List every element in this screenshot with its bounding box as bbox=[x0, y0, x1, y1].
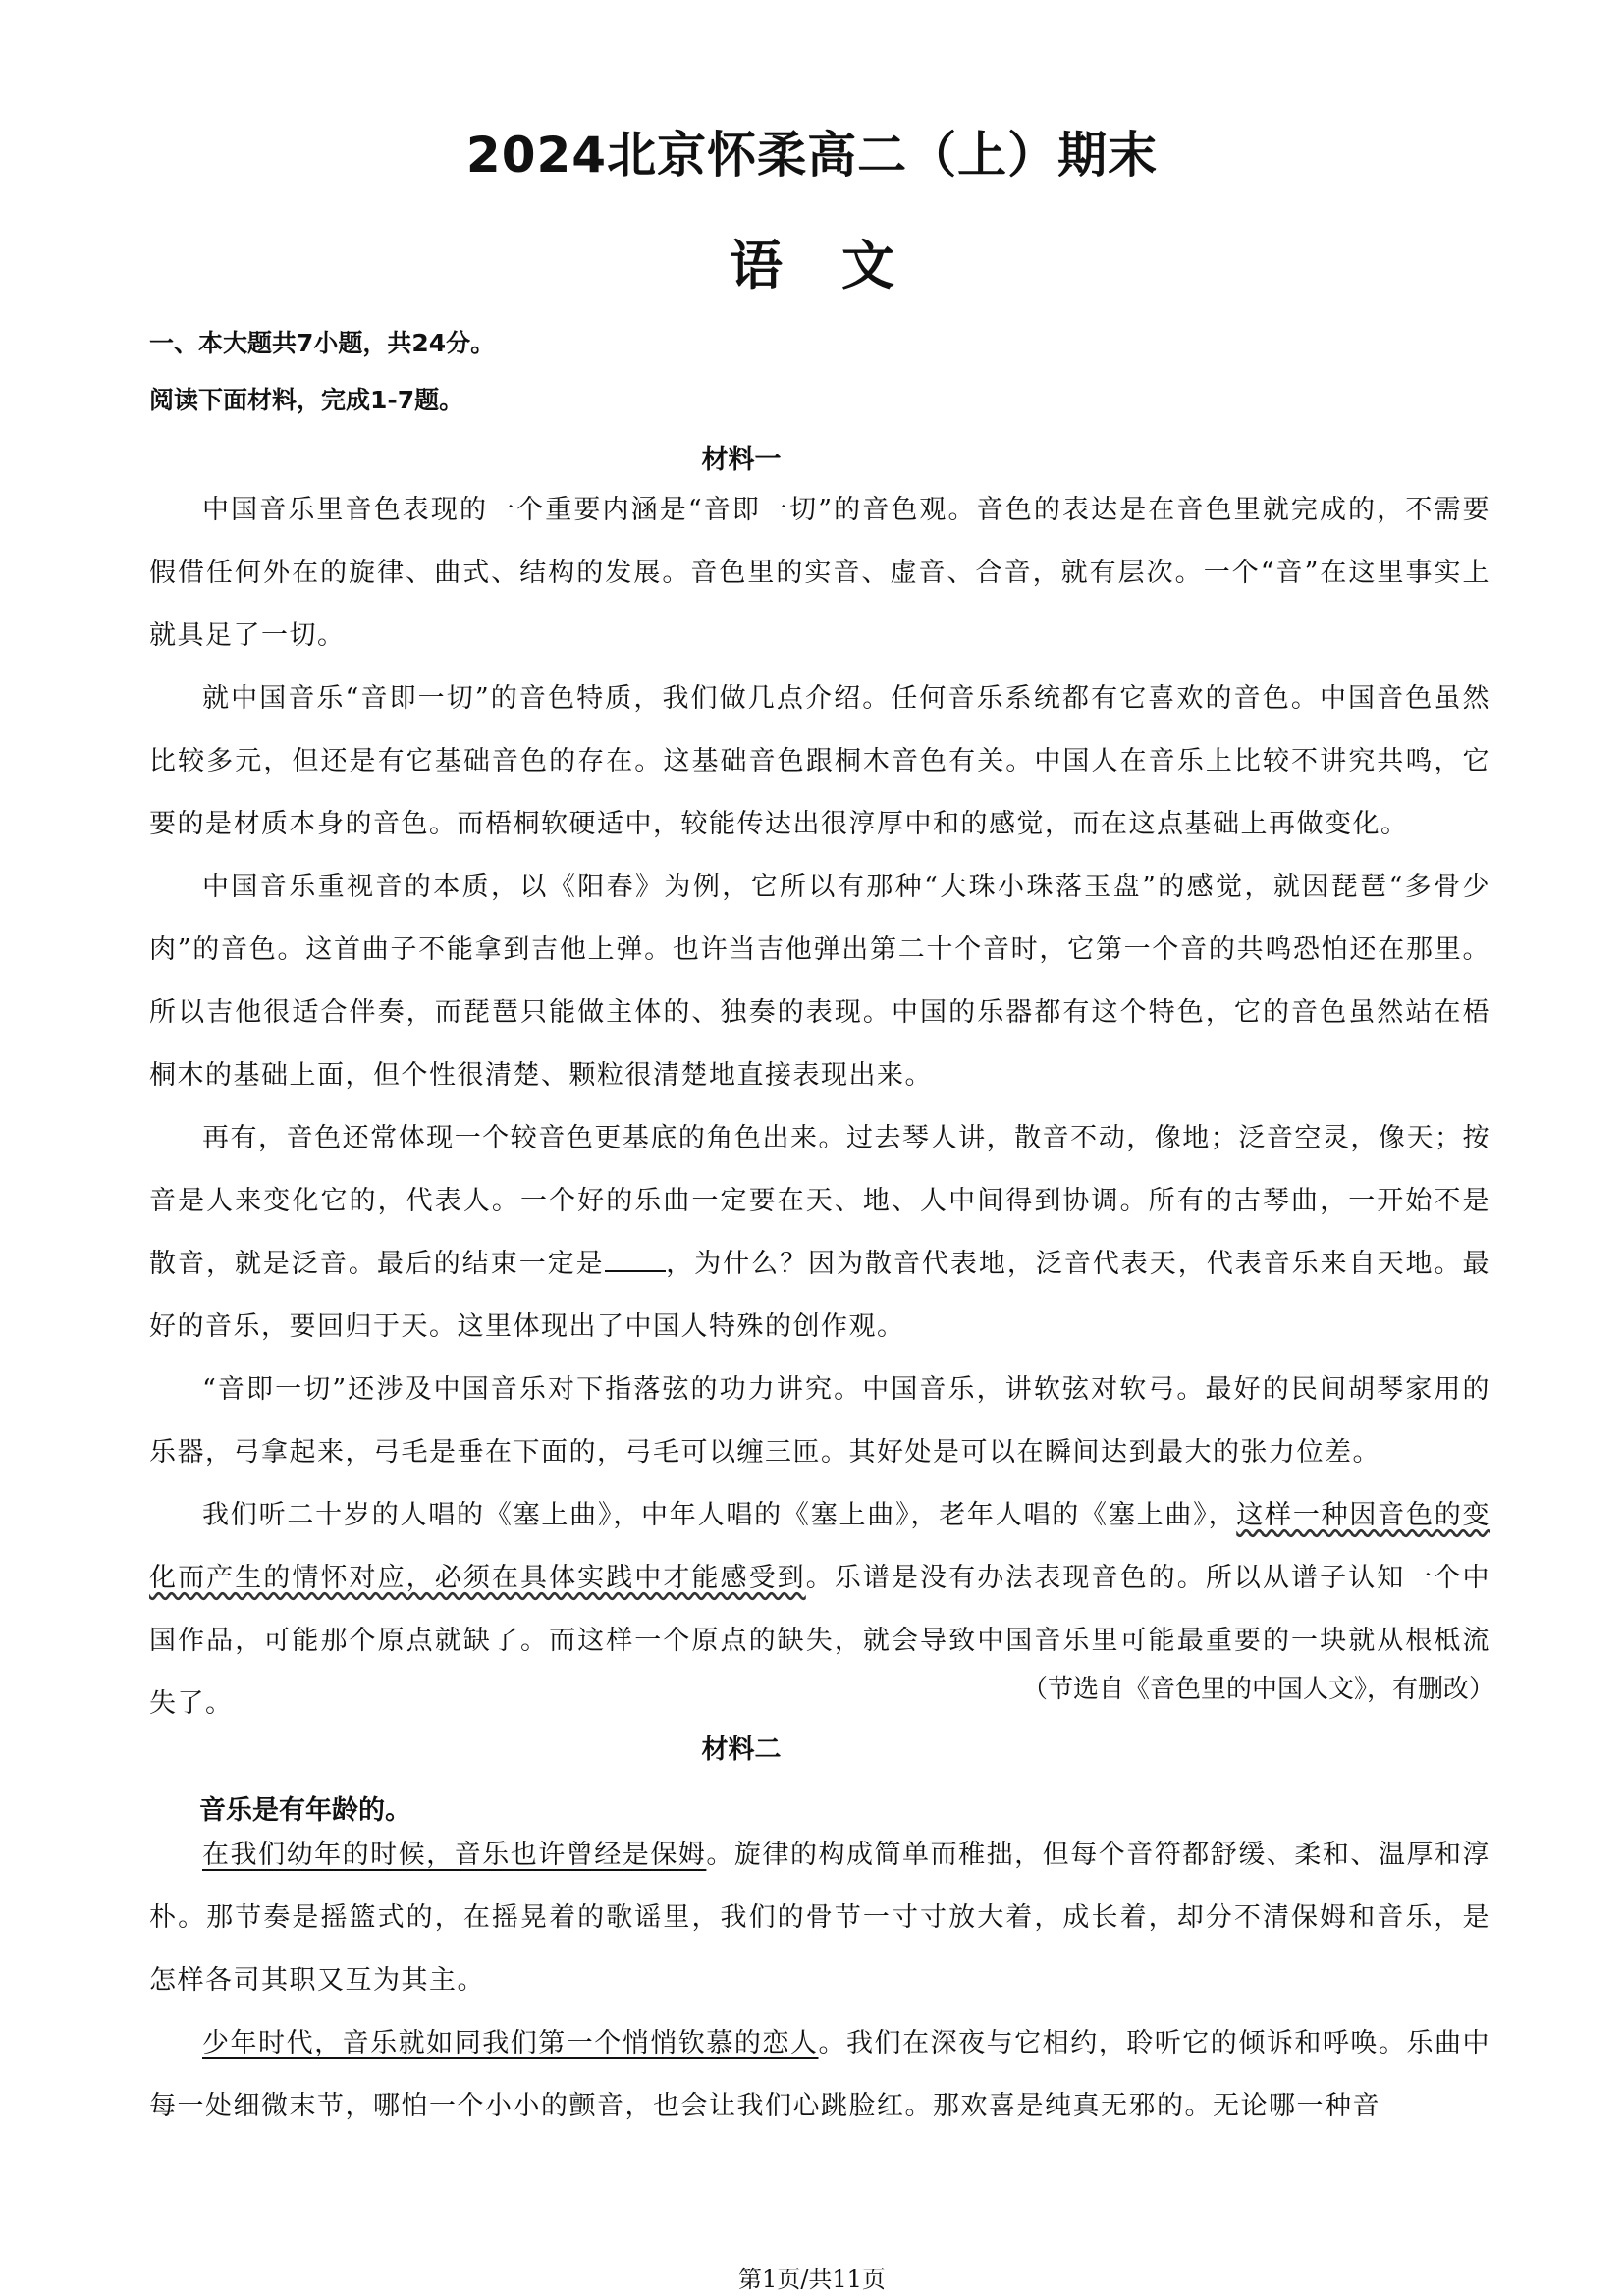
material-1-paragraph-3: 中国音乐重视音的本质，以《阳春》为例，它所以有那种“大珠小珠落玉盘”的感觉，就因琵琶“多骨少肉”的音色。这首曲子不能拿到吉他上弹。也许当吉他弹出第二十个音时，它第一个音的共鸣恐怕还在那里。所以吉他很适合伴奏，而琵琶只能做主体的、独奏的表现。中国的乐器都有这个特色，它的音色虽然站在梧桐木的基础上面，但个性很清楚、颗粒很清楚地直接表现出来。 bbox=[149, 872, 1490, 1091]
fill-in-blank[interactable] bbox=[605, 1247, 666, 1272]
exam-title: 2024北京怀柔高二（上）期末 bbox=[465, 127, 1159, 184]
material-1-source: （节选自《音色里的中国人文》，有删改） bbox=[1021, 1675, 1494, 1704]
material-1-paragraph-4 bbox=[149, 1107, 1490, 1359]
material-1-paragraph-2: 就中国音乐“音即一切”的音色特质，我们做几点介绍。任何音乐系统都有它喜欢的音色。中国音色虽然比较多元，但还是有它基础音色的存在。这基础音色跟桐木音色有关。中国人在音乐上比较不讲究共鸣，它要的是材质本身的音色。而梧桐软硬适中，较能传达出很淳厚中和的感觉，而在这点基础上再做变化。 bbox=[149, 683, 1490, 839]
underlined-sentence-2: 少年时代，音乐就如同我们第一个悄悄钦慕的恋人 bbox=[202, 2028, 819, 2058]
paragraph-4-text-a: 再有，音色还常体现一个较音色更基底的角色出来。过去琴人讲，散音不动，像地；泛音空灵，像天；按音是人来变化它的，代表人。一个好的乐曲一定要在天、地、人中间得到协调。所有的古琴曲，一开始不是散音，就是泛音。最后的结束一定是 bbox=[149, 1123, 1490, 1279]
material-2-body bbox=[149, 1824, 1490, 2138]
material-1-body bbox=[149, 479, 1490, 1735]
paragraph-6-text-a: 我们听二十岁的人唱的《塞上曲》，中年人唱的《塞上曲》，老年人唱的《塞上曲》， bbox=[202, 1500, 1237, 1530]
material-1-paragraph-1: 中国音乐里音色表现的一个重要内涵是“音即一切”的音色观。音色的表达是在音色里就完成的，不需要假借任何外在的旋律、曲式、结构的发展。音色里的实音、虚音、合音，就有层次。一个“音”在这里事实上就具足了一切。 bbox=[149, 495, 1490, 651]
wavy-underlined-sentence: 这样一种因音色的变化而产生的情怀对应，必须在具体实践中才能感受到 bbox=[149, 1500, 1491, 1593]
subject-title: 语文 bbox=[730, 235, 953, 296]
material-2-paragraph-2-rest: 。我们在深夜与它相约，聆听它的倾诉和呼唤。乐曲中每一处细微末节，哪怕一个小小的颤音，也会让我们心跳脸红。那欢喜是纯真无邪的。无论哪一种音 bbox=[149, 2028, 1491, 2121]
page-number: 第1页/共11页 bbox=[738, 2266, 886, 2293]
paragraph-4-text-b: ，为什么？因为散音代表地，泛音代表天，代表音乐来自天地。最好的音乐，要回归于天。这里体现出了中国人特殊的创作观。 bbox=[149, 1249, 1491, 1342]
section-instruction: 阅读下面材料，完成1-7题。 bbox=[149, 386, 464, 414]
material-2-paragraph-1 bbox=[149, 1824, 1490, 2012]
material-2-paragraph-1-rest: 。旋律的构成简单而稚拙，但每个音符都舒缓、柔和、温厚和淳朴。那节奏是摇篮式的，在摇晃着的歌谣里，我们的骨节一寸寸放大着，成长着，却分不清保姆和音乐，是怎样各司其职又互为其主。 bbox=[149, 1840, 1491, 1996]
material-1-paragraph-5: “音即一切”还涉及中国音乐对下指落弦的功力讲究。中国音乐，讲软弦对软弓。最好的民间胡琴家用的乐器，弓拿起来，弓毛是垂在下面的，弓毛可以缠三匝。其好处是可以在瞬间达到最大的张力位差。 bbox=[149, 1374, 1490, 1468]
section-heading: 一、本大题共7小题，共24分。 bbox=[149, 329, 496, 357]
material-2-paragraph-2 bbox=[149, 2012, 1490, 2138]
material-1-title: 材料一 bbox=[701, 445, 782, 475]
paragraph-6-text-b: 。乐谱是没有办法表现音色的。所以从谱子认知一个中国作品，可能那个原点就缺了。而这样一个原点的缺失，就会导致中国音乐里可能最重要的一块就从根柢流失了。 bbox=[149, 1563, 1490, 1719]
underlined-sentence-1: 在我们幼年的时候，音乐也许曾经是保姆 bbox=[202, 1840, 707, 1870]
material-2-heading: 音乐是有年龄的。 bbox=[199, 1795, 411, 1826]
material-2-title: 材料二 bbox=[701, 1735, 782, 1765]
